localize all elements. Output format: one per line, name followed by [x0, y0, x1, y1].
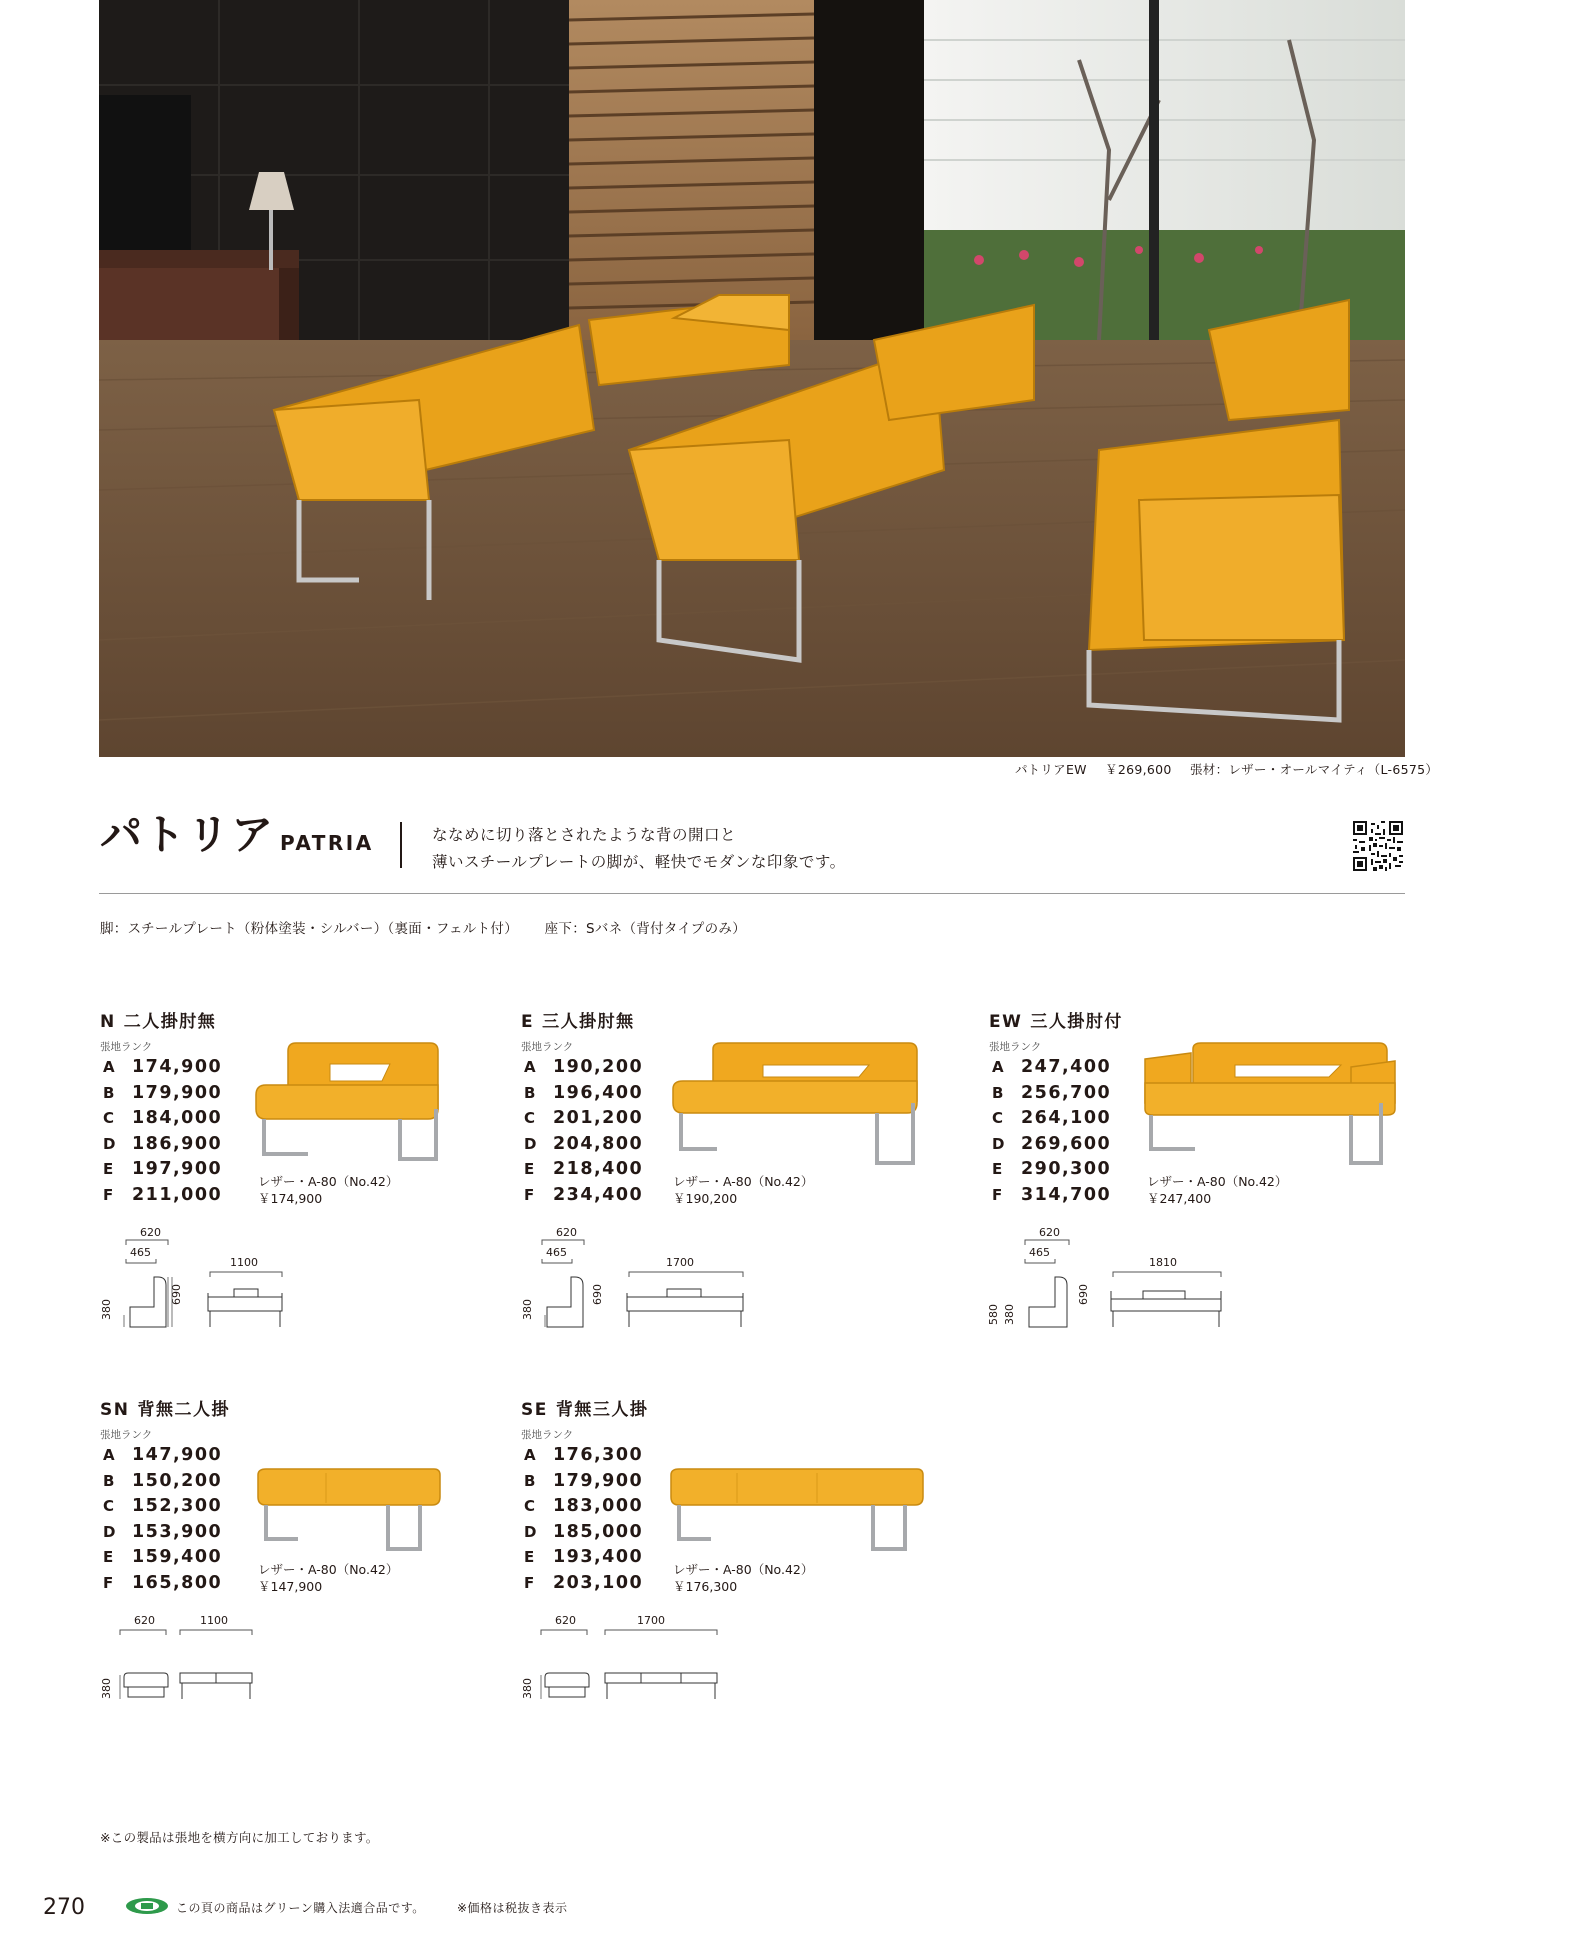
sample-price: ￥174,900 — [258, 1191, 323, 1206]
price-row — [103, 1573, 222, 1599]
grade: E — [992, 1160, 1004, 1178]
price: 193,400 — [553, 1547, 644, 1567]
grade: B — [524, 1471, 537, 1490]
green-purchase-icon — [125, 1897, 169, 1915]
sample-note — [673, 1173, 813, 1207]
product-code: E — [521, 1012, 535, 1032]
price-list — [103, 1445, 222, 1598]
title-divider — [400, 822, 402, 868]
dimension-drawing — [521, 1613, 761, 1703]
sofa-image — [1141, 1039, 1403, 1169]
rank-label: 張地ランク — [989, 1041, 1042, 1053]
product-sn — [100, 1395, 540, 1775]
spec-line — [100, 917, 746, 937]
dim-width: 1100 — [200, 1614, 228, 1627]
product-name: 三人掛肘無 — [542, 1012, 635, 1032]
product-name: 二人掛肘無 — [123, 1012, 217, 1032]
price-row — [103, 1185, 222, 1211]
product-name: 背無二人掛 — [137, 1400, 230, 1420]
dim-height: 690 — [1077, 1284, 1090, 1305]
price-row — [524, 1057, 643, 1083]
price-row — [103, 1547, 222, 1573]
sample-note — [258, 1561, 398, 1595]
bench-image — [254, 1465, 444, 1555]
price: 196,400 — [553, 1082, 644, 1103]
product-se — [521, 1395, 961, 1775]
price: 204,800 — [553, 1133, 644, 1154]
price: 203,100 — [553, 1572, 644, 1593]
sample-price: ￥147,900 — [258, 1579, 323, 1594]
dim-seat-depth: 465 — [130, 1246, 151, 1259]
price: 197,900 — [132, 1159, 223, 1179]
price-row — [524, 1134, 643, 1160]
dimension-drawing — [100, 1613, 300, 1703]
tagline-line-2: 薄いスチールプレートの脚が、軽快でモダンな印象です。 — [432, 853, 846, 871]
dim-seat-height: 380 — [100, 1678, 113, 1699]
price: 184,000 — [132, 1108, 223, 1128]
rank-label: 張地ランク — [100, 1041, 153, 1053]
price: 174,900 — [132, 1057, 223, 1077]
price: 153,900 — [132, 1521, 223, 1542]
dim-seat-depth: 465 — [546, 1246, 567, 1259]
grade: B — [103, 1471, 116, 1490]
price-row — [524, 1185, 643, 1211]
grade: D — [103, 1134, 117, 1153]
price: 185,000 — [553, 1521, 644, 1542]
price-row — [992, 1159, 1111, 1185]
product-title — [521, 1007, 635, 1032]
price-row — [524, 1573, 643, 1599]
grade: E — [524, 1548, 536, 1566]
product-e — [521, 1007, 961, 1387]
grade: E — [103, 1548, 115, 1566]
dim-depth: 620 — [556, 1226, 577, 1239]
product-code: EW — [989, 1012, 1023, 1032]
sample-material: レザー・A-80（No.42） — [1147, 1174, 1288, 1189]
price: 179,900 — [553, 1470, 644, 1491]
grade: D — [524, 1522, 538, 1541]
dim-seat-height: 380 — [1003, 1304, 1016, 1325]
price-row — [992, 1185, 1111, 1211]
price: 247,400 — [1021, 1057, 1112, 1077]
grade: B — [524, 1083, 537, 1102]
price-row — [992, 1083, 1111, 1109]
caption-price: ￥269,600 — [1105, 762, 1172, 777]
price: 186,900 — [132, 1133, 223, 1154]
product-ew — [989, 1007, 1429, 1387]
price-row — [992, 1134, 1111, 1160]
sample-note — [258, 1173, 398, 1207]
page-number: 270 — [43, 1895, 85, 1920]
grade: A — [103, 1446, 117, 1464]
grade: D — [103, 1522, 117, 1541]
tagline — [432, 822, 846, 876]
product-title — [989, 1007, 1123, 1032]
grade: C — [103, 1109, 116, 1127]
price: 150,200 — [132, 1470, 223, 1491]
grade: A — [992, 1058, 1006, 1076]
product-code: N — [100, 1012, 116, 1032]
price-list — [524, 1057, 643, 1210]
sample-note — [1147, 1173, 1287, 1207]
sample-material: レザー・A-80（No.42） — [673, 1174, 814, 1189]
bench-image — [667, 1465, 929, 1555]
green-purchase-note: この頁の商品はグリーン購入法適合品です。 — [176, 1901, 425, 1915]
price: 159,400 — [132, 1547, 223, 1567]
sample-material: レザー・A-80（No.42） — [258, 1174, 399, 1189]
price-row — [103, 1471, 222, 1497]
sofa-image — [669, 1039, 929, 1169]
rank-label: 張地ランク — [100, 1429, 153, 1441]
product-name: 背無三人掛 — [555, 1400, 649, 1420]
dim-seat-height: 380 — [521, 1299, 534, 1320]
hero-photo — [99, 0, 1405, 757]
product-title — [100, 1007, 216, 1032]
dim-arm-height: 580 — [987, 1304, 1000, 1325]
product-title — [521, 1395, 648, 1420]
sample-note — [673, 1561, 813, 1595]
product-title-ja: パトリア — [100, 810, 276, 859]
product-title — [100, 1395, 230, 1420]
tax-note: ※価格は税抜き表示 — [457, 1901, 568, 1915]
grade: E — [103, 1160, 115, 1178]
price-row — [103, 1445, 222, 1471]
footnote: ※この製品は張地を横方向に加工しております。 — [100, 1830, 379, 1845]
product-code: SN — [100, 1400, 130, 1420]
grade: F — [524, 1573, 536, 1592]
sample-price: ￥176,300 — [673, 1579, 738, 1594]
grade: C — [524, 1109, 537, 1127]
price-row — [524, 1547, 643, 1573]
grade: C — [992, 1109, 1005, 1127]
price: 176,300 — [553, 1445, 644, 1465]
price: 314,700 — [1021, 1184, 1112, 1205]
spec-seat: 座下：Sバネ（背付タイプのみ） — [544, 921, 747, 937]
grade: F — [524, 1185, 536, 1204]
grade: B — [992, 1083, 1005, 1102]
price: 256,700 — [1021, 1082, 1112, 1103]
rank-label: 張地ランク — [521, 1429, 574, 1441]
tagline-line-1: ななめに切り落とされたような背の開口と — [432, 826, 737, 844]
dimension-drawing — [100, 1225, 300, 1335]
price: 183,000 — [553, 1496, 644, 1516]
dimension-drawing — [521, 1225, 761, 1335]
dim-width: 1700 — [637, 1614, 665, 1627]
product-code: SE — [521, 1400, 548, 1420]
sample-material: レザー・A-80（No.42） — [673, 1562, 814, 1577]
price-row — [103, 1496, 222, 1522]
product-name: 三人掛肘付 — [1030, 1012, 1123, 1032]
price-row — [524, 1471, 643, 1497]
price: 269,600 — [1021, 1133, 1112, 1154]
price-row — [103, 1134, 222, 1160]
price-row — [103, 1159, 222, 1185]
price-row — [992, 1108, 1111, 1134]
price: 290,300 — [1021, 1159, 1112, 1179]
grade: A — [103, 1058, 117, 1076]
price: 152,300 — [132, 1496, 223, 1516]
price: 211,000 — [132, 1184, 223, 1205]
price-row — [524, 1159, 643, 1185]
dim-depth: 620 — [134, 1614, 155, 1627]
grade: A — [524, 1058, 538, 1076]
sofa-image — [250, 1039, 440, 1169]
price-row — [992, 1057, 1111, 1083]
dim-depth: 620 — [1039, 1226, 1060, 1239]
price: 264,100 — [1021, 1108, 1112, 1128]
grade: F — [103, 1185, 115, 1204]
sample-material: レザー・A-80（No.42） — [258, 1562, 399, 1577]
price-row — [524, 1522, 643, 1548]
price-row — [103, 1522, 222, 1548]
caption-material: 張材：レザー・オールマイティ（L-6575） — [1189, 762, 1439, 777]
price-row — [524, 1108, 643, 1134]
grade: C — [524, 1497, 537, 1515]
dim-width: 1100 — [230, 1256, 258, 1269]
price-list — [103, 1057, 222, 1210]
grade: C — [103, 1497, 116, 1515]
dim-width: 1700 — [666, 1256, 694, 1269]
photo-caption — [1015, 760, 1438, 778]
grade: D — [992, 1134, 1006, 1153]
price: 147,900 — [132, 1445, 223, 1465]
price: 234,400 — [553, 1184, 644, 1205]
rank-label: 張地ランク — [521, 1041, 574, 1053]
price: 218,400 — [553, 1159, 644, 1179]
price: 201,200 — [553, 1108, 644, 1128]
dim-height: 690 — [170, 1284, 183, 1305]
price-row — [103, 1108, 222, 1134]
price-row — [524, 1083, 643, 1109]
dim-seat-height: 380 — [100, 1299, 113, 1320]
price-row — [524, 1445, 643, 1471]
product-title-en: PATRIA — [280, 831, 374, 855]
price-list — [992, 1057, 1111, 1210]
grade: E — [524, 1160, 536, 1178]
sample-price: ￥190,200 — [673, 1191, 738, 1206]
dim-depth: 620 — [140, 1226, 161, 1239]
price-row — [524, 1496, 643, 1522]
dim-height: 690 — [591, 1284, 604, 1305]
grade: A — [524, 1446, 538, 1464]
grade: F — [992, 1185, 1004, 1204]
price-row — [103, 1083, 222, 1109]
grade: B — [103, 1083, 116, 1102]
product-n — [100, 1007, 540, 1387]
caption-model: パトリアEW — [1015, 762, 1087, 777]
price: 179,900 — [132, 1082, 223, 1103]
spec-legs: 脚：スチールプレート（粉体塗装・シルバー）（裏面・フェルト付） — [100, 921, 519, 937]
sample-price: ￥247,400 — [1147, 1191, 1212, 1206]
dim-width: 1810 — [1149, 1256, 1177, 1269]
grade: D — [524, 1134, 538, 1153]
dim-depth: 620 — [555, 1614, 576, 1627]
price-list — [524, 1445, 643, 1598]
price: 165,800 — [132, 1572, 223, 1593]
grade: F — [103, 1573, 115, 1592]
dim-seat-depth: 465 — [1029, 1246, 1050, 1259]
price-row — [103, 1057, 222, 1083]
qr-code-icon[interactable] — [1353, 821, 1403, 871]
dimension-drawing — [989, 1225, 1229, 1335]
dim-seat-height: 380 — [521, 1678, 534, 1699]
price: 190,200 — [553, 1057, 644, 1077]
header-rule — [99, 893, 1405, 894]
